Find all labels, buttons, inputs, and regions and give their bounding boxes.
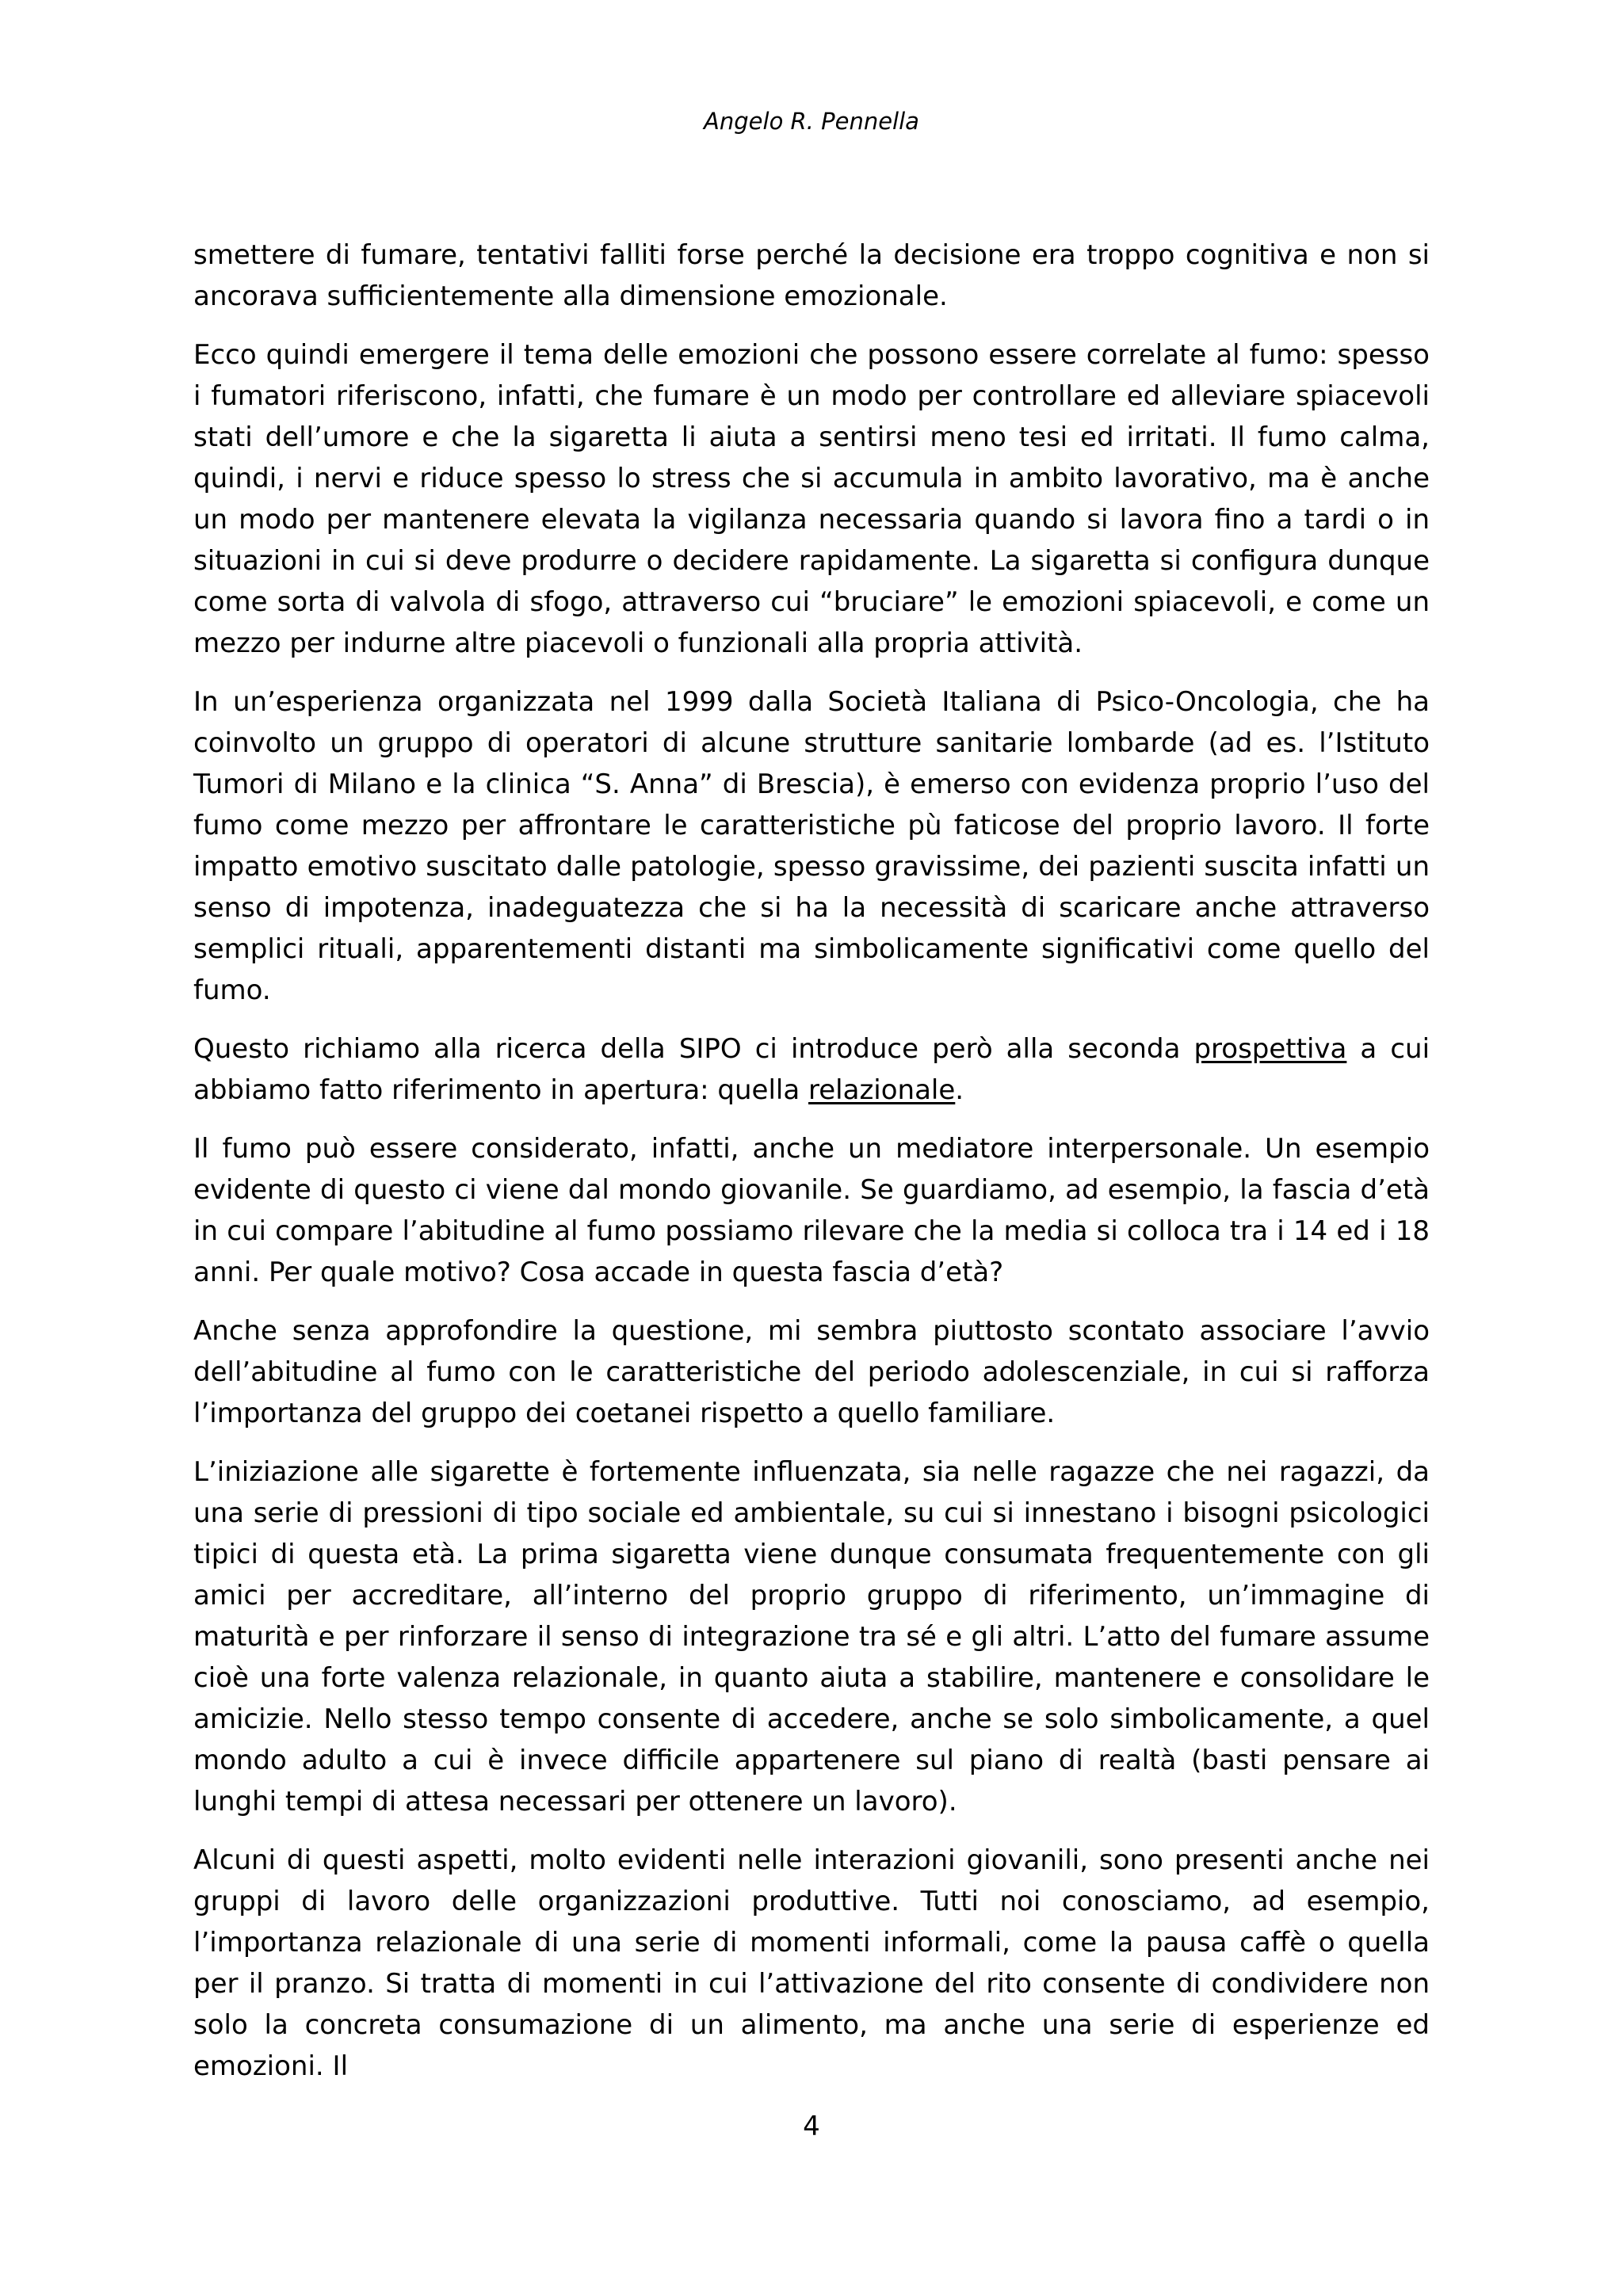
underlined-word-prospettiva: prospettiva (1193, 1033, 1347, 1065)
paragraph-4 (193, 1028, 1430, 1111)
body-text (193, 235, 1430, 2104)
page-number: 4 (803, 2111, 820, 2142)
running-header-author: Angelo R. Pennella (704, 108, 919, 135)
paragraph-3: In un’esperienza organizzata nel 1999 dalla Società Italiana di Psico-Oncologia, che ha coinvolto un gruppo di operatori di alcune strutture sanitarie lombarde (ad es. l’Istituto Tumori di Milano e la clinica “S. Anna” di Brescia), è emerso con evidenza proprio l’uso del fumo come mezzo per affrontare le caratteristiche pù faticose del proprio lavoro. Il forte impatto emotivo suscitato dalle patologie, spesso gravissime, dei pazienti suscita infatti un senso di impotenza, inadeguatezza che si ha la necessità di scaricare anche attraverso semplici rituali, apparentementi distanti ma simbolicamente significativi come quello del fumo. (193, 686, 1430, 1006)
paragraph-4-part-3: . (955, 1074, 964, 1106)
paragraph-7: L’iniziazione alle sigarette è fortemente influenzata, sia nelle ragazze che nei ragazzi, da una serie di pressioni di tipo sociale ed ambientale, su cui si innestano i bisogni psicologici tipici di questa età. La prima sigaretta viene dunque consumata frequentemente con gli amici per accreditare, all’interno del proprio gruppo di riferimento, un’immagine di maturità e per rinforzare il senso di integrazione tra sé e gli altri. L’atto del fumare assume cioè una forte valenza relazionale, in quanto aiuta a stabilire, mantenere e consolidare le amicizie. Nello stesso tempo consente di accedere, anche se solo simbolicamente, a quel mondo adulto a cui è invece difficile appartenere sul piano di realtà (basti pensare ai lunghi tempi di attesa necessari per ottenere un lavoro). (193, 1456, 1430, 1817)
paragraph-2: Ecco quindi emergere il tema delle emozioni che possono essere correlate al fumo: spesso i fumatori riferiscono, infatti, che fumare è un modo per controllare ed alleviare spiacevoli stati dell’umore e che la sigaretta li aiuta a sentirsi meno tesi ed irritati. Il fumo calma, quindi, i nervi e riduce spesso lo stress che si accumula in ambito lavorativo, ma è anche un modo per mantenere elevata la vigilanza necessaria quando si lavora fino a tardi o in situazioni in cui si deve produrre o decidere rapidamente. La sigaretta si configura dunque come sorta di valvola di sfogo, attraverso cui “bruciare” le emozioni spiacevoli, e come un mezzo per indurne altre piacevoli o funzionali alla propria attività. (193, 339, 1430, 659)
paragraph-8: Alcuni di questi aspetti, molto evidenti nelle interazioni giovanili, sono presenti anche nei gruppi di lavoro delle organizzazioni produttive. Tutti noi conosciamo, ad esempio, l’importanza relazionale di una serie di momenti informali, come la pausa caffè o quella per il pranzo. Si tratta di momenti in cui l’attivazione del rito consente di condividere non solo la concreta consumazione di un alimento, ma anche una serie di esperienze ed emozioni. Il (193, 1844, 1430, 2082)
paragraph-4-part-1: Questo richiamo alla ricerca della SIPO ci introduce però alla seconda (193, 1033, 1194, 1065)
paragraph-4-part-2: a cui abbiamo fatto riferimento in apertura: quella (193, 1033, 1430, 1106)
paragraph-6: Anche senza approfondire la questione, mi sembra piuttosto scontato associare l’avvio dell’abitudine al fumo con le caratteristiche del periodo adolescenziale, in cui si rafforza l’importanza del gruppo dei coetanei rispetto a quello familiare. (193, 1315, 1430, 1429)
paragraph-5: Il fumo può essere considerato, infatti, anche un mediatore interpersonale. Un esempio evidente di questo ci viene dal mondo giovanile. Se guardiamo, ad esempio, la fascia d’età in cui compare l’abitudine al fumo possiamo rilevare che la media si colloca tra i 14 ed i 18 anni. Per quale motivo? Cosa accade in questa fascia d’età? (193, 1133, 1430, 1288)
paragraph-1: smettere di fumare, tentativi falliti forse perché la decisione era troppo cognitiva e non si ancorava sufficientemente alla dimensione emozionale. (193, 239, 1430, 312)
underlined-word-relazionale: relazionale (808, 1074, 956, 1106)
